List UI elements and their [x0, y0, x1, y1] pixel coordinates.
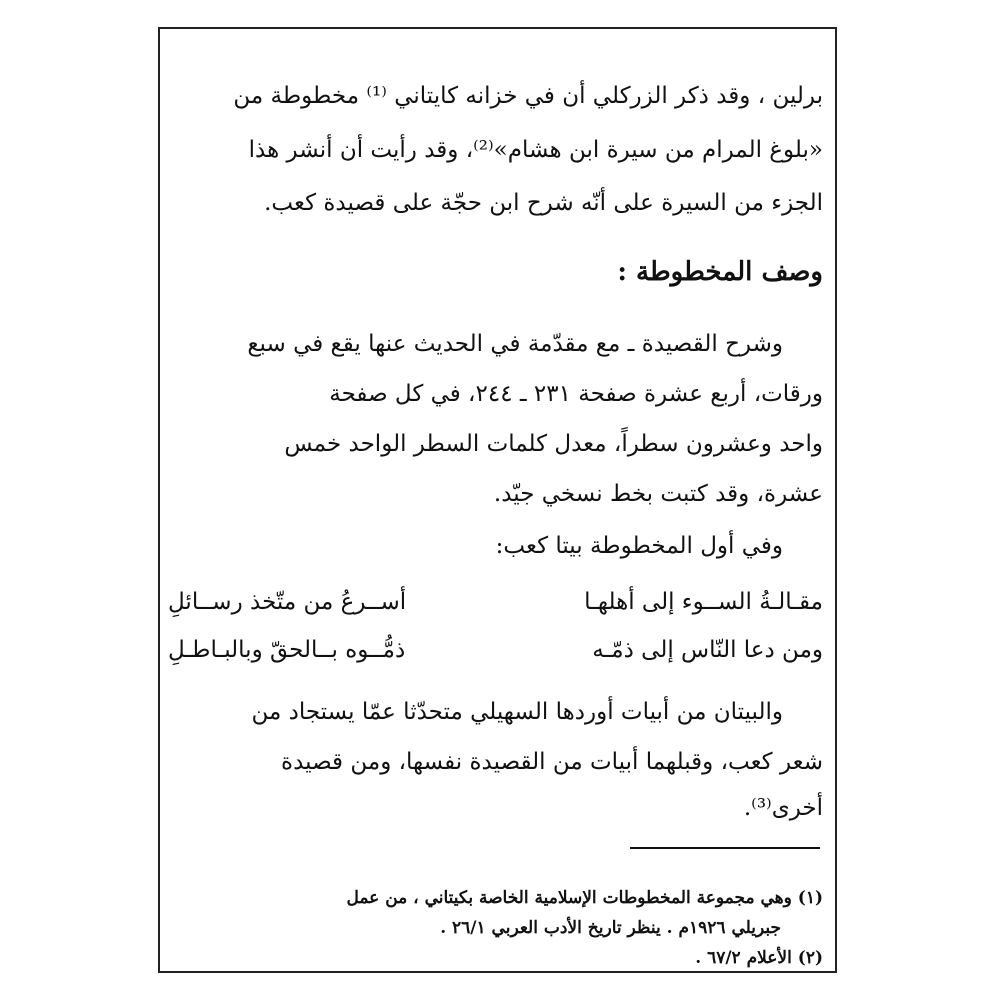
footnote: جبريلي ١٩٢٦م . ينظر تاريخ الأدب العربي ٢٦/١ .	[440, 918, 781, 938]
paragraph-line: والبيتان من أبيات أوردها السهيلي متحدّثا عمّا يستجاد من	[251, 699, 783, 725]
paragraph-line: وشرح القصيدة ـ مع مقدّمة في الحديث عنها يقع في سبع	[247, 331, 783, 357]
verse-intro: وفي أول المخطوطة بيتا كعب:	[495, 533, 783, 559]
verse-second-hemistich: أســرعُ من متّخذ رســائلِ	[168, 589, 407, 615]
verse-first-hemistich: ومن دعا النّاس إلى ذمّـه	[592, 637, 823, 663]
footnote: (١) وهي مجموعة المخطوطات الإسلامية الخاصة بكيتاني ، من عمل	[346, 888, 823, 908]
section-heading: وصف المخطوطة :	[617, 257, 823, 287]
footnote: (٢) الأعلام ٦٧/٢ .	[695, 948, 823, 968]
book-page	[158, 27, 837, 973]
paragraph-line: شعر كعب، وقبلهما أبيات من القصيدة نفسها، ومن قصيدة	[281, 749, 823, 775]
footnote-divider	[630, 847, 820, 849]
verse-line	[166, 589, 823, 633]
verse-first-hemistich: مقـالـةُ الســوء إلى أهلهـا	[584, 589, 823, 615]
verse-second-hemistich: ذمُّــوه بــالحقّ وبالبـاطـلِ	[168, 637, 406, 663]
paragraph-line: برلين ، وقد ذكر الزركلي أن في خزانه كايتاني ⁽¹⁾ مخطوطة من	[233, 83, 823, 109]
paragraph-line: أخرى⁽³⁾.	[743, 795, 823, 821]
paragraph-line: «بلوغ المرام من سيرة ابن هشام»⁽²⁾، وقد رأيت أن أنشر هذا	[248, 137, 823, 163]
paragraph-line: ورقات، أربع عشرة صفحة ٢٣١ ـ ٢٤٤، في كل صفحة	[329, 381, 823, 407]
paragraph-line: الجزء من السيرة على أنّه شرح ابن حجّة على قصيدة كعب.	[264, 190, 823, 216]
paragraph-line: واحد وعشرون سطراً، معدل كلمات السطر الواحد خمس	[284, 431, 823, 457]
paragraph-line: عشرة، وقد كتبت بخط نسخي جيّد.	[493, 481, 823, 507]
verse-line	[166, 637, 823, 681]
